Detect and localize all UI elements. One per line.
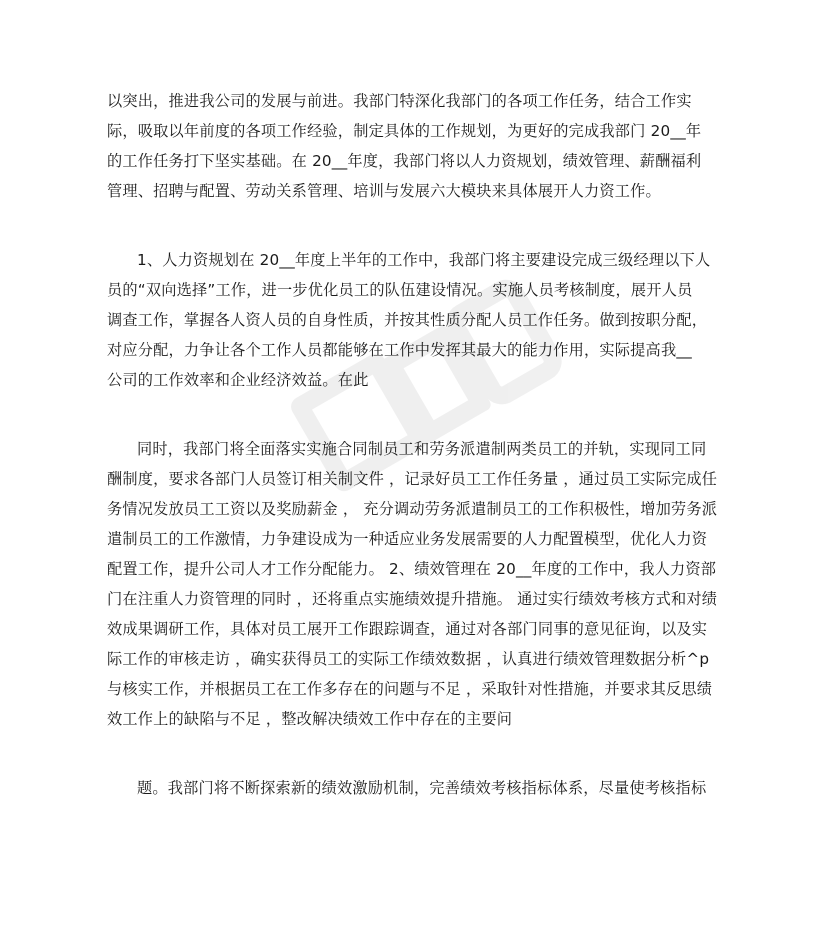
text-line: 员的“双向选择”工作，进一步优化员工的队伍建设情况。实施人员考核制度，展开人员 bbox=[107, 281, 693, 299]
text-line: 对应分配，力争让各个工作人员都能够在工作中发挥其最大的能力作用，实际提高我__ bbox=[107, 341, 692, 359]
text-line: 务情况发放员工工资以及奖励薪金 ， 充分调动劳务派遣制员工的工作积极性，增加劳务派 bbox=[107, 500, 718, 518]
text-line: 配置工作，提升公司人才工作分配能力。 2、绩效管理在 20__年度的工作中，我人力资部 bbox=[107, 560, 717, 578]
text-line: 同时，我部门将全面落实实施合同制员工和劳务派遣制两类员工的并轨，实现同工同 bbox=[137, 440, 707, 458]
text-line: 公司的工作效率和企业经济效益。在此 bbox=[107, 371, 369, 389]
paragraph-gap bbox=[107, 734, 727, 773]
text-line: 以突出，推进我公司的发展与前进。我部门特深化我部门的各项工作任务，结合工作实 bbox=[107, 92, 692, 110]
document-body bbox=[107, 86, 727, 803]
paragraph-1 bbox=[107, 86, 727, 206]
paragraph-gap bbox=[107, 395, 727, 434]
text-line: 与核实工作，并根据员工在工作多存在的问题与不足 ，采取针对性措施，并要求其反思绩 bbox=[107, 680, 713, 698]
text-line: 门在注重人力资管理的同时 ，还将重点实施绩效提升措施。 通过实行绩效考核方式和对绩 bbox=[107, 590, 718, 608]
paragraph-gap bbox=[107, 206, 727, 245]
text-line: 酬制度，要求各部门人员签订相关制文件 ，记录好员工工作任务量 ，通过员工实际完成任 bbox=[107, 470, 718, 488]
text-line: 1、人力资规划在 20__年度上半年的工作中，我部门将主要建设完成三级经理以下人 bbox=[137, 251, 711, 269]
text-line: 遣制员工的工作激情，力争建设成为一种适应业务发展需要的人力配置模型，优化人力资 bbox=[107, 530, 708, 548]
text-line: 际，吸取以年前度的各项工作经验，制定具体的工作规划，为更好的完成我部门 20__年 bbox=[107, 122, 702, 140]
paragraph-3 bbox=[107, 434, 727, 734]
text-line: 管理、招聘与配置、劳动关系管理、培训与发展六大模块来具体展开人力资工作。 bbox=[107, 182, 661, 200]
paragraph-2 bbox=[107, 245, 727, 395]
text-line: 题。我部门将不断探索新的绩效激励机制，完善绩效考核指标体系，尽量使考核指标 bbox=[137, 779, 707, 797]
text-line: 效工作上的缺陷与不足 ，整改解决绩效工作中存在的主要问 bbox=[107, 710, 513, 728]
text-line: 调查工作，掌握各人资人员的自身性质，并按其性质分配人员工作任务。做到按职分配， bbox=[107, 311, 708, 329]
text-line: 效成果调研工作，具体对员工展开工作跟踪调查，通过对各部门同事的意见征询，以及实 bbox=[107, 620, 708, 638]
text-line: 际工作的审核走访 ，确实获得员工的实际工作绩效数据 ，认真进行绩效管理数据分析^p bbox=[107, 650, 710, 668]
paragraph-4 bbox=[107, 773, 727, 803]
text-line: 的工作任务打下坚实基础。在 20__年度，我部门将以人力资规划，绩效管理、薪酬福利 bbox=[107, 152, 702, 170]
